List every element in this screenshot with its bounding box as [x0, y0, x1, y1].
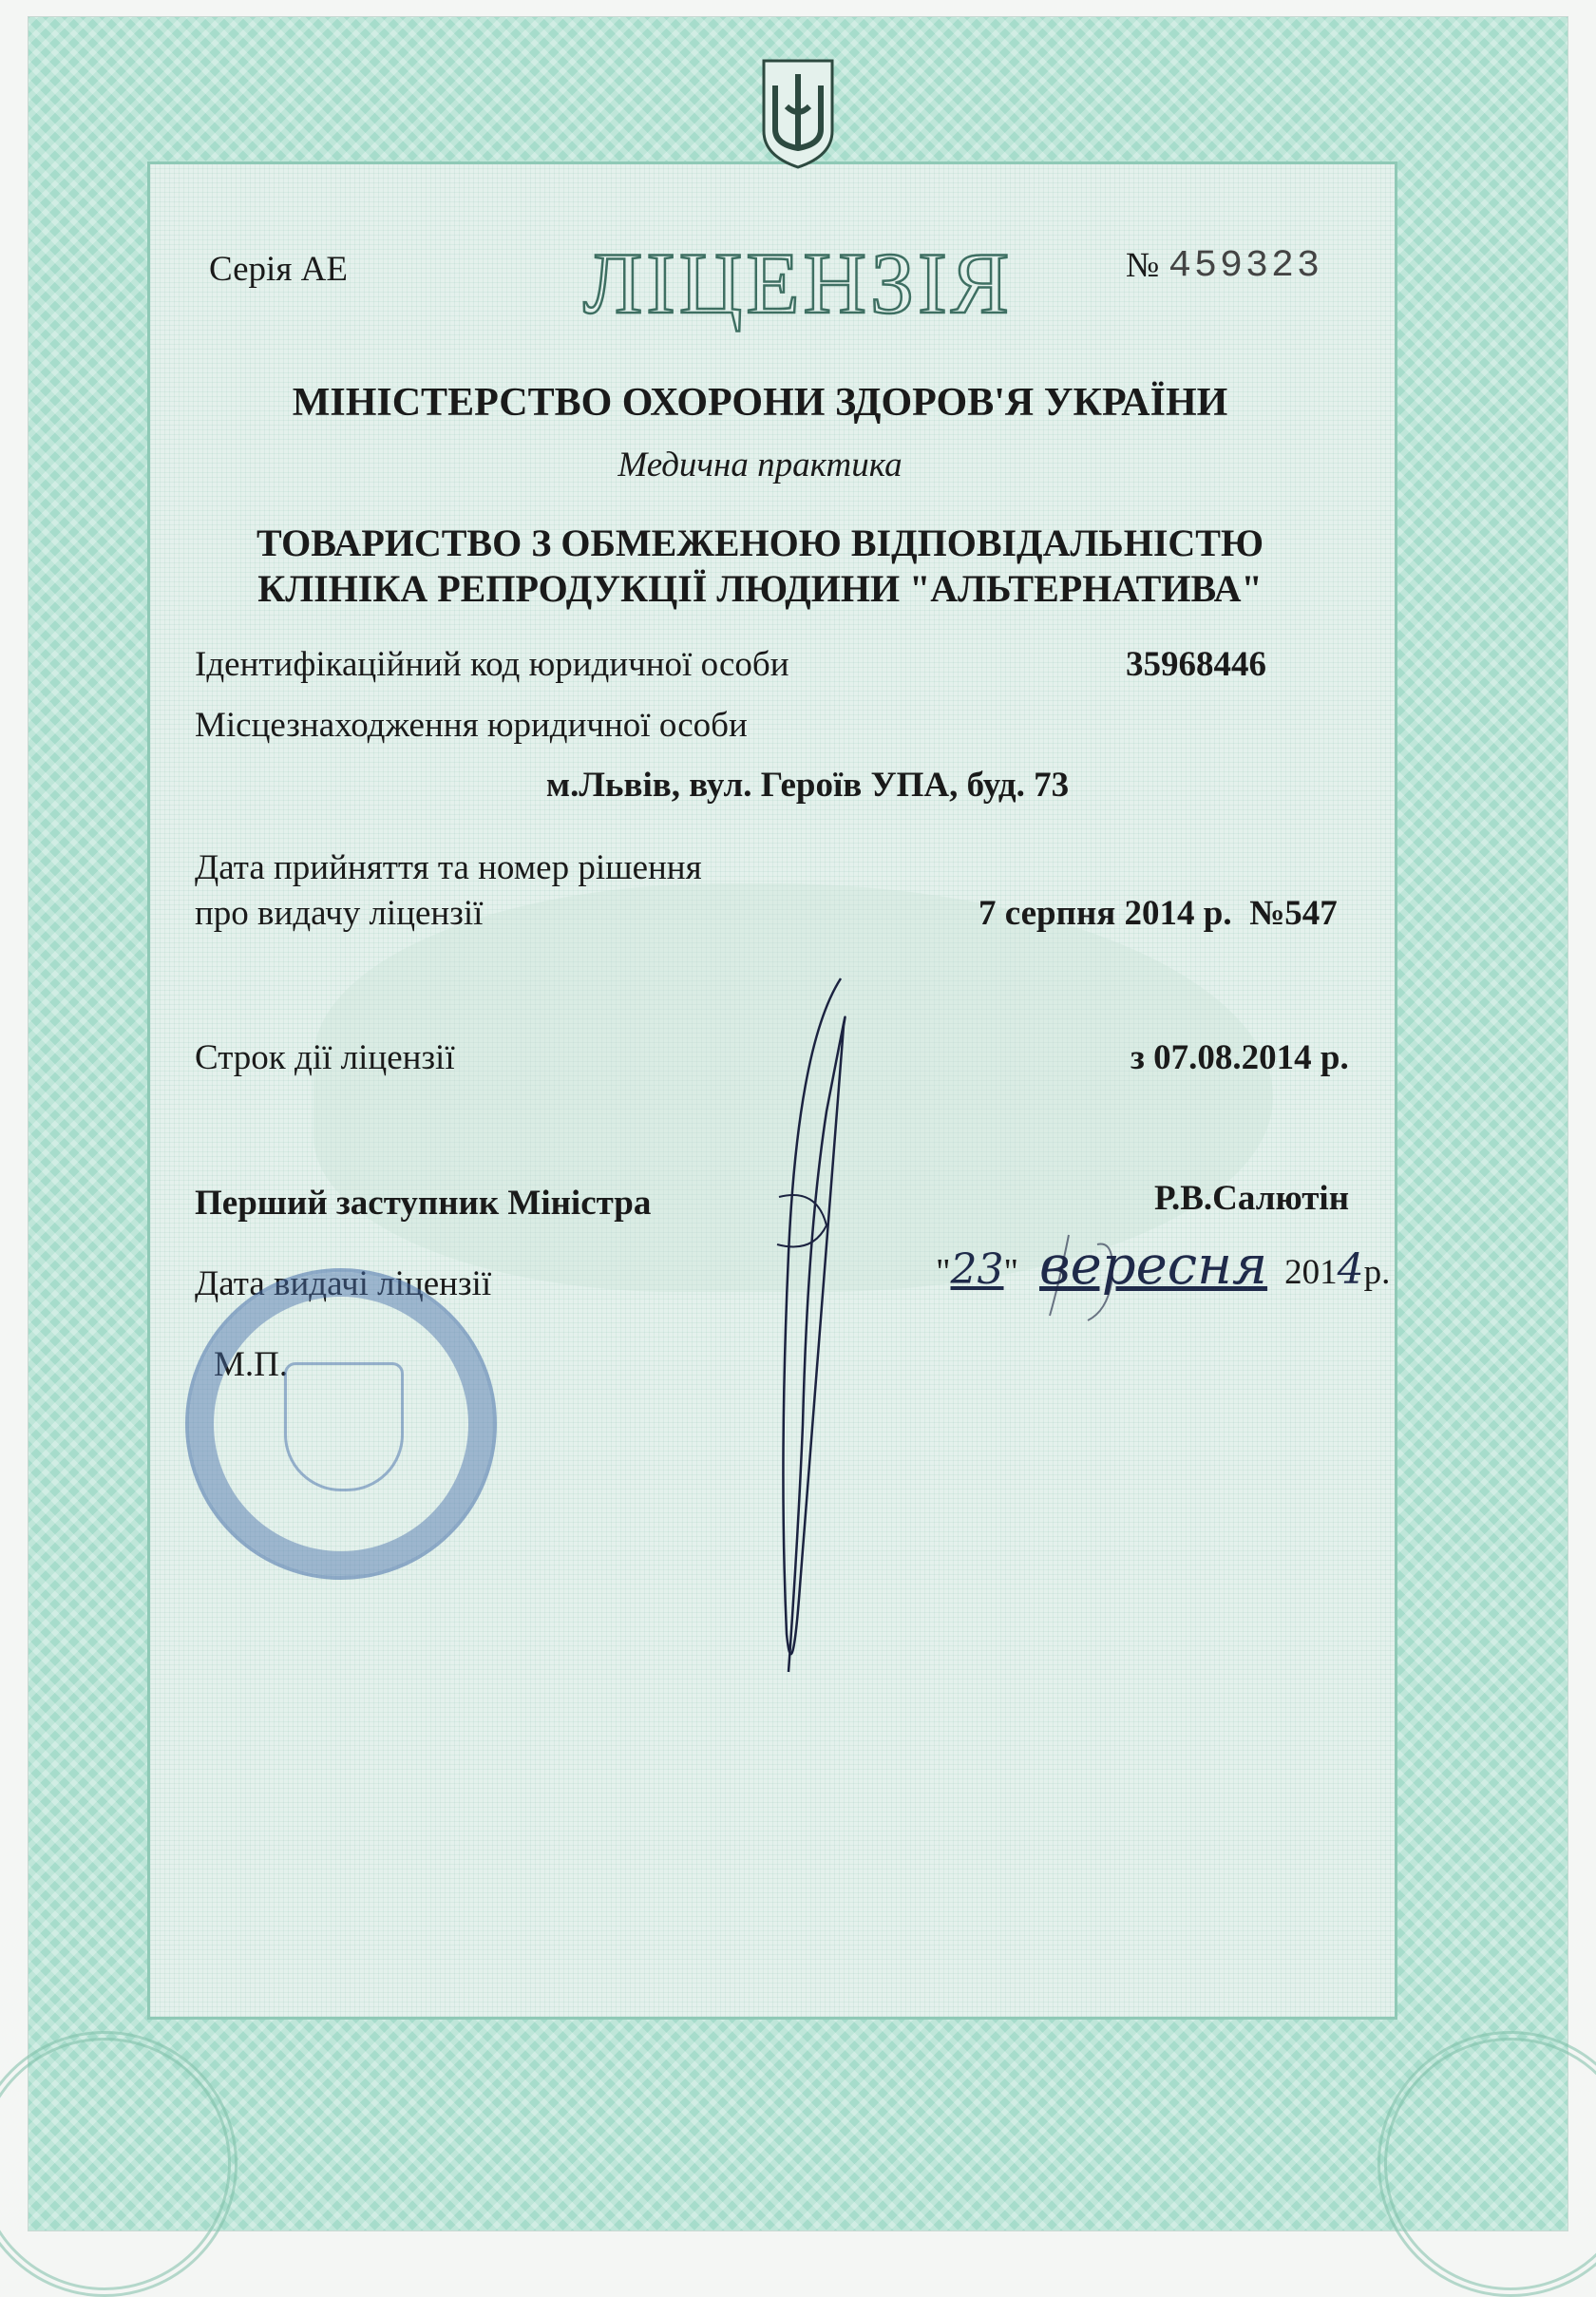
- issue-year-prefix: 201: [1284, 1253, 1338, 1292]
- number-label: №: [1126, 246, 1160, 285]
- quote-mark: ": [1003, 1252, 1019, 1292]
- license-number: 459323: [1168, 245, 1323, 288]
- corner-ornament-bottom-right: [1378, 2031, 1596, 2297]
- id-code-value: 35968446: [1126, 645, 1266, 684]
- decision-label-line2: про видачу ліцензії: [195, 894, 484, 933]
- series-label: Серія АЕ: [209, 250, 348, 289]
- issue-date-label: Дата видачі ліцензії: [195, 1264, 492, 1303]
- quote-mark: ": [936, 1252, 951, 1292]
- seal-emblem-icon: [284, 1362, 404, 1491]
- coat-of-arms-icon: [760, 57, 836, 171]
- decision-label-line1: Дата прийняття та номер рішення: [195, 848, 702, 887]
- decision-value: 7 серпня 2014 р. №547: [978, 894, 1338, 933]
- seal-label: М.П.: [214, 1345, 289, 1384]
- id-code-label: Ідентифікаційний код юридичної особи: [195, 645, 789, 684]
- issue-date-signature: [955, 1225, 1278, 1330]
- activity-type: Медична практика: [618, 446, 902, 484]
- licensee-name-line1: ТОВАРИСТВО З ОБМЕЖЕНОЮ ВІДПОВІДАЛЬНІСТЮ: [256, 522, 1264, 564]
- issue-day: 23: [950, 1245, 1004, 1294]
- ministry-name: МІНІСТЕРСТВО ОХОРОНИ ЗДОРОВ'Я УКРАЇНИ: [292, 381, 1228, 425]
- official-seal-stamp: [185, 1268, 497, 1580]
- validity-value: з 07.08.2014 р.: [1130, 1038, 1349, 1077]
- location-value: м.Львів, вул. Героїв УПА, буд. 73: [545, 766, 1070, 805]
- issue-year-suffix: р.: [1363, 1253, 1391, 1292]
- issue-month: вересня: [1039, 1235, 1268, 1297]
- location-label: Місцезнаходження юридичної особи: [195, 706, 748, 745]
- license-title: ЛІЦЕНЗІЯ: [582, 235, 1014, 332]
- issue-year-digit: 4: [1337, 1245, 1364, 1294]
- licensee-name-line2: КЛІНІКА РЕПРОДУКЦІЇ ЛЮДИНИ "АЛЬТЕРНАТИВА": [257, 567, 1263, 610]
- validity-label: Строк дії ліцензії: [195, 1038, 455, 1077]
- minister-signature: [760, 969, 874, 1691]
- signatory-position: Перший заступник Міністра: [195, 1184, 652, 1223]
- signatory-name: Р.В.Салютін: [1154, 1179, 1350, 1218]
- corner-ornament-bottom-left: [0, 2031, 238, 2297]
